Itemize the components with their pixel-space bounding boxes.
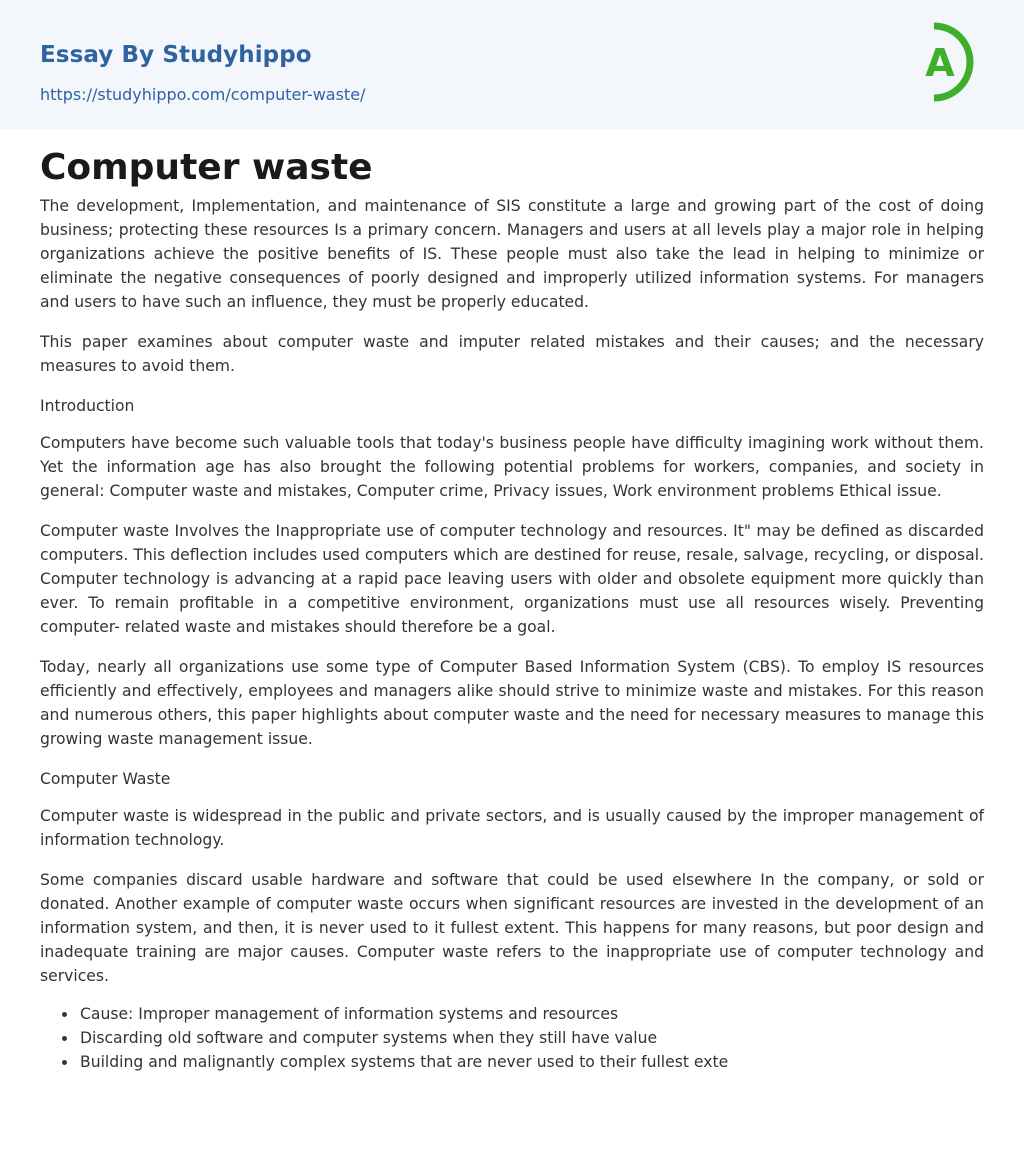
- essay-url-link[interactable]: https://studyhippo.com/computer-waste/: [40, 85, 366, 104]
- paragraph-3: Computers have become such valuable tools that today's business people have difficulty imagining work without them. Yet the information age has also brought the following potential problems for workers, companies, and society in general: Computer waste and mistakes, Computer crime, Privacy issues, Work environment problems Ethical issue.: [40, 434, 984, 500]
- page-title: Computer waste: [40, 147, 373, 188]
- site-header: [0, 0, 1024, 129]
- bullet-list: [40, 1002, 984, 1074]
- list-item: Discarding old software and computer systems when they still have value: [40, 1026, 984, 1050]
- paragraph-6: Computer waste is widespread in the public and private sectors, and is usually caused by the improper management of information technology.: [40, 807, 984, 849]
- paragraph-1: The development, Implementation, and maintenance of SIS constitute a large and growing part of the cost of doing business; protecting these resources Is a primary concern. Managers and users at all levels play a major role in helping organizations achieve the positive benefits of IS. These people must also take the lead in helping to minimize or eliminate the negative consequences of poorly designed and improperly utilized information systems. For managers and users to have such an influence, they must be properly educated.: [40, 197, 984, 311]
- logo-letter: A: [925, 41, 955, 85]
- paragraph-5: Today, nearly all organizations use some type of Computer Based Information System (CBS). To employ IS resources efficiently and effectively, employees and managers alike should strive to minimize waste and mistakes. For this reason and numerous others, this paper highlights about computer waste and the need for necessary measures to manage this growing waste management issue.: [40, 658, 984, 748]
- paragraph-7: Some companies discard usable hardware and software that could be used elsewhere In the company, or sold or donated. Another example of computer waste occurs when significant resources are invested in the development of an information system, and then, it is never used to it fullest extent. This happens for many reasons, but poor design and inadequate training are major causes. Computer waste refers to the inappropriate use of computer technology and services.: [40, 871, 984, 985]
- paragraph-4: Computer waste Involves the Inappropriate use of computer technology and resources. It" may be defined as discarded computers. This deflection includes used computers which are destined for reuse, resale, salvage, recycling, or disposal. Computer technology is advancing at a rapid pace leaving users with older and obsolete equipment more quickly than ever. To remain profitable in a competitive environment, organizations must use all resources wisely. Preventing computer- related waste and mistakes should therefore be a goal.: [40, 522, 984, 636]
- studyhippo-logo-icon: [910, 18, 988, 106]
- section-heading-introduction: Introduction: [40, 397, 135, 415]
- paragraph-2: This paper examines about computer waste and imputer related mistakes and their causes; and the necessary measures to avoid them.: [40, 333, 984, 375]
- list-item: Cause: Improper management of information systems and resources: [40, 1002, 984, 1026]
- article: [40, 146, 984, 1074]
- list-item: Building and malignantly complex systems that are never used to their fullest exte: [40, 1050, 984, 1074]
- section-heading-computer-waste: Computer Waste: [40, 770, 171, 788]
- brand-title: Essay By Studyhippo: [40, 42, 312, 68]
